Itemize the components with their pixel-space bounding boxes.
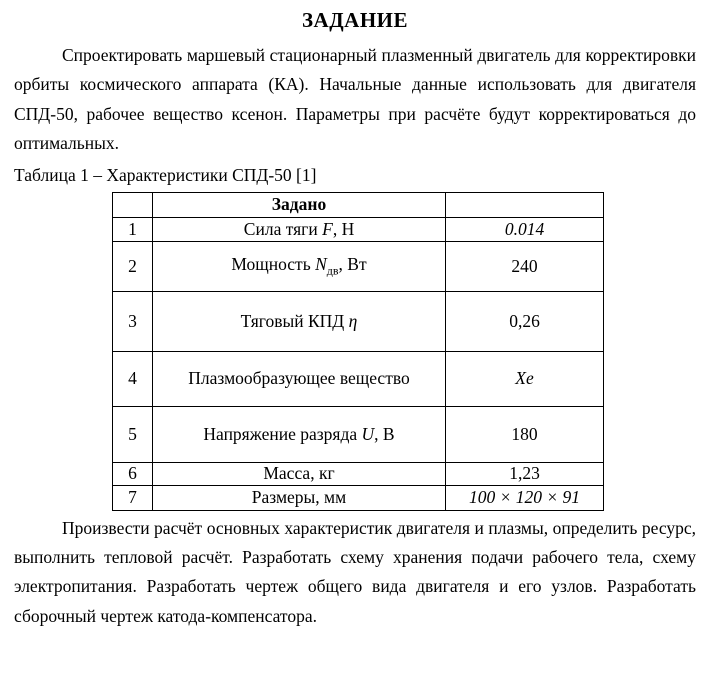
table-row	[113, 291, 604, 351]
table-row	[113, 485, 604, 510]
row-parameter: Сила тяги F, Н	[153, 217, 446, 241]
header-cell-zadano: Задано	[153, 192, 446, 217]
table-row	[113, 406, 604, 462]
closing-paragraph: Произвести расчёт основных характеристик двигателя и плазмы, определить ресурс, выполнить тепловой расчёт. Разработать схему хранения подачи рабочего тела, схему электропитания. Разработать чертеж общего вида двигателя и его узлов. Разработать сборочный чертеж катода-компенсатора.	[14, 517, 696, 626]
row-parameter: Масса, кг	[153, 462, 446, 485]
row-number: 4	[113, 351, 153, 406]
intro-paragraph: Спроектировать маршевый стационарный плазменный двигатель для корректировки орбиты космического аппарата (КА). Начальные данные использовать для двигателя СПД-50, рабочее вещество ксенон. Параметры при расчёте будут корректироваться до оптимальных.	[14, 45, 696, 154]
row-number: 2	[113, 241, 153, 291]
row-value: 0.014	[446, 217, 604, 241]
row-value: 0,26	[446, 291, 604, 351]
row-value: Xe	[446, 351, 604, 406]
header-cell-empty-left	[113, 192, 153, 217]
characteristics-table	[112, 192, 604, 511]
row-value: 240	[446, 241, 604, 291]
row-value: 100 × 120 × 91	[446, 485, 604, 510]
document-title: ЗАДАНИЕ	[301, 8, 409, 32]
header-cell-empty-right	[446, 192, 604, 217]
row-parameter: Размеры, мм	[153, 485, 446, 510]
row-number: 3	[113, 291, 153, 351]
row-number: 5	[113, 406, 153, 462]
row-number: 7	[113, 485, 153, 510]
table-row	[113, 241, 604, 291]
row-value: 180	[446, 406, 604, 462]
table-row	[113, 462, 604, 485]
row-parameter: Плазмообразующее вещество	[153, 351, 446, 406]
row-parameter: Мощность $N_{дв}$, Вт	[153, 241, 446, 291]
table-header-row	[113, 192, 604, 217]
row-number: 6	[113, 462, 153, 485]
row-value: 1,23	[446, 462, 604, 485]
table-row	[113, 217, 604, 241]
table-caption: Таблица 1 – Характеристики СПД-50 [1]	[14, 164, 317, 185]
table-row	[113, 351, 604, 406]
row-parameter: Тяговый КПД η	[153, 291, 446, 351]
row-parameter: Напряжение разряда U, В	[153, 406, 446, 462]
row-number: 1	[113, 217, 153, 241]
